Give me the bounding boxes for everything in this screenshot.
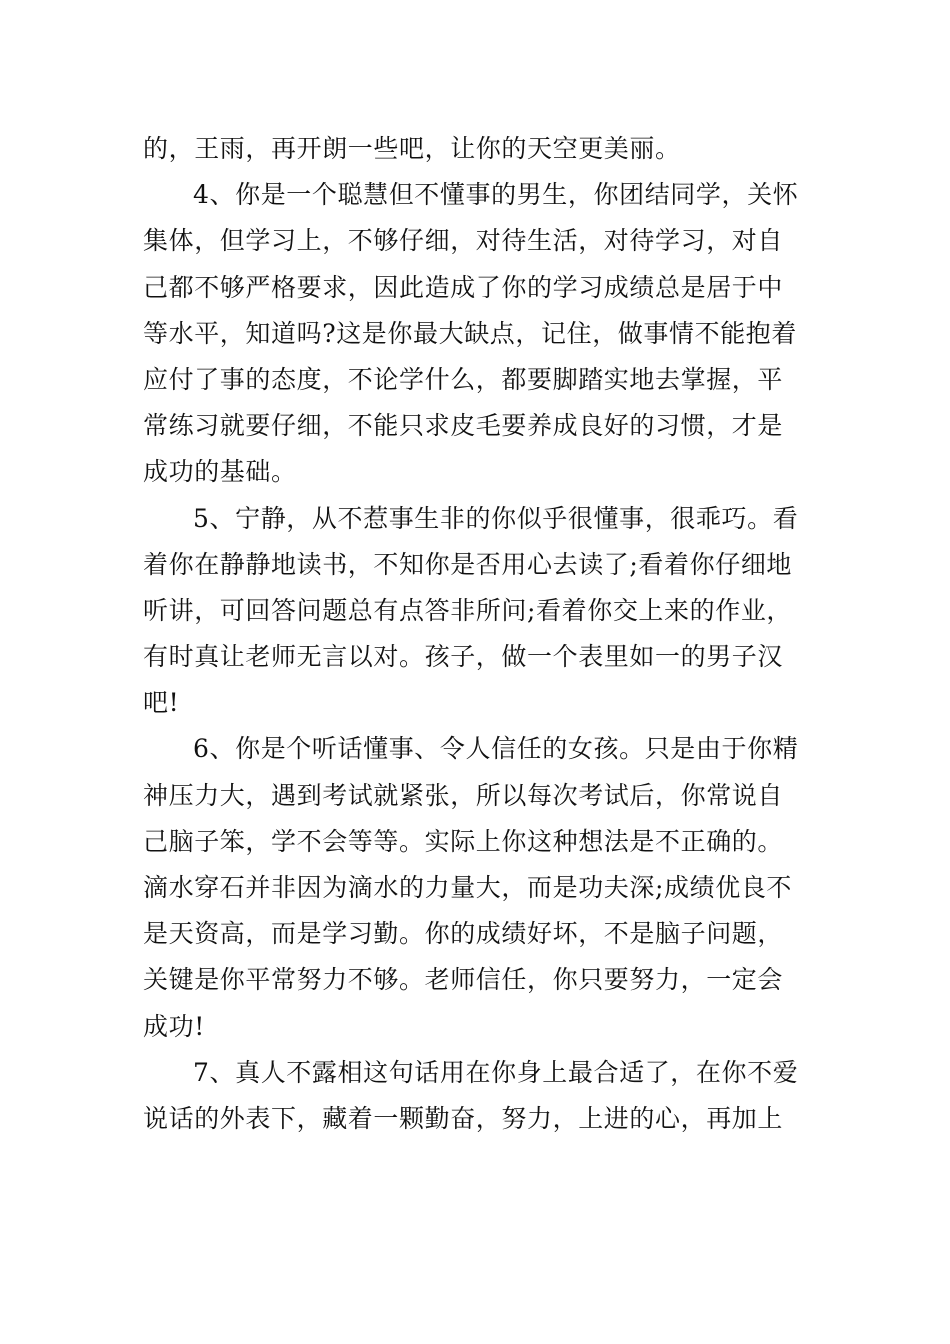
text-line: 有时真让老师无言以对。孩子，做一个表里如一的男子汉 (143, 642, 784, 672)
text-line: 听讲，可回答问题总有点答非所问;看着你交上来的作业， (143, 595, 793, 625)
text-line: 着你在静静地读书，不知你是否用心去读了;看着你仔细地 (143, 549, 793, 579)
text-line: 神压力大，遇到考试就紧张，所以每次考试后，你常说自 (143, 780, 784, 810)
text-line: 己脑子笨，学不会等等。实际上你这种想法是不正确的。 (143, 826, 784, 856)
text-line: 是天资高，而是学习勤。你的成绩好坏，不是脑子问题， (143, 919, 784, 949)
text-line: 滴水穿石并非因为滴水的力量大，而是功夫深;成绩优良不 (143, 873, 793, 902)
text-line: 常练习就要仔细，不能只求皮毛要养成良好的习惯，才是 (143, 411, 784, 441)
text-line: 成功! (143, 1011, 205, 1041)
text-line: 等水平，知道吗?这是你最大缺点，记住，做事情不能抱着 (143, 318, 798, 348)
text-line: 5、宁静，从不惹事生非的你似乎很懂事，很乖巧。看 (193, 503, 799, 533)
text-line: 集体，但学习上，不够仔细，对待生活，对待学习，对自 (143, 226, 784, 256)
text-line: 己都不够严格要求，因此造成了你的学习成绩总是居于中 (143, 272, 784, 302)
text-line: 7、真人不露相这句话用在你身上最合适了，在你不爱 (193, 1057, 799, 1087)
text-line: 4、你是一个聪慧但不懂事的男生，你团结同学，关怀 (193, 180, 799, 210)
text-line: 吧! (143, 688, 180, 718)
text-line: 应付了事的态度，不论学什么，都要脚踏实地去掌握，平 (143, 364, 784, 394)
body-text (143, 126, 807, 1142)
text-line: 的，王雨，再开朗一些吧，让你的天空更美丽。 (143, 134, 681, 163)
text-line: 成功的基础。 (143, 457, 297, 487)
text-line: 6、你是个听话懂事、令人信任的女孩。只是由于你精 (193, 734, 799, 764)
text-line: 关键是你平常努力不够。老师信任，你只要努力，一定会 (143, 965, 784, 995)
text-line: 说话的外表下，藏着一颗勤奋，努力，上进的心，再加上 (143, 1103, 784, 1133)
